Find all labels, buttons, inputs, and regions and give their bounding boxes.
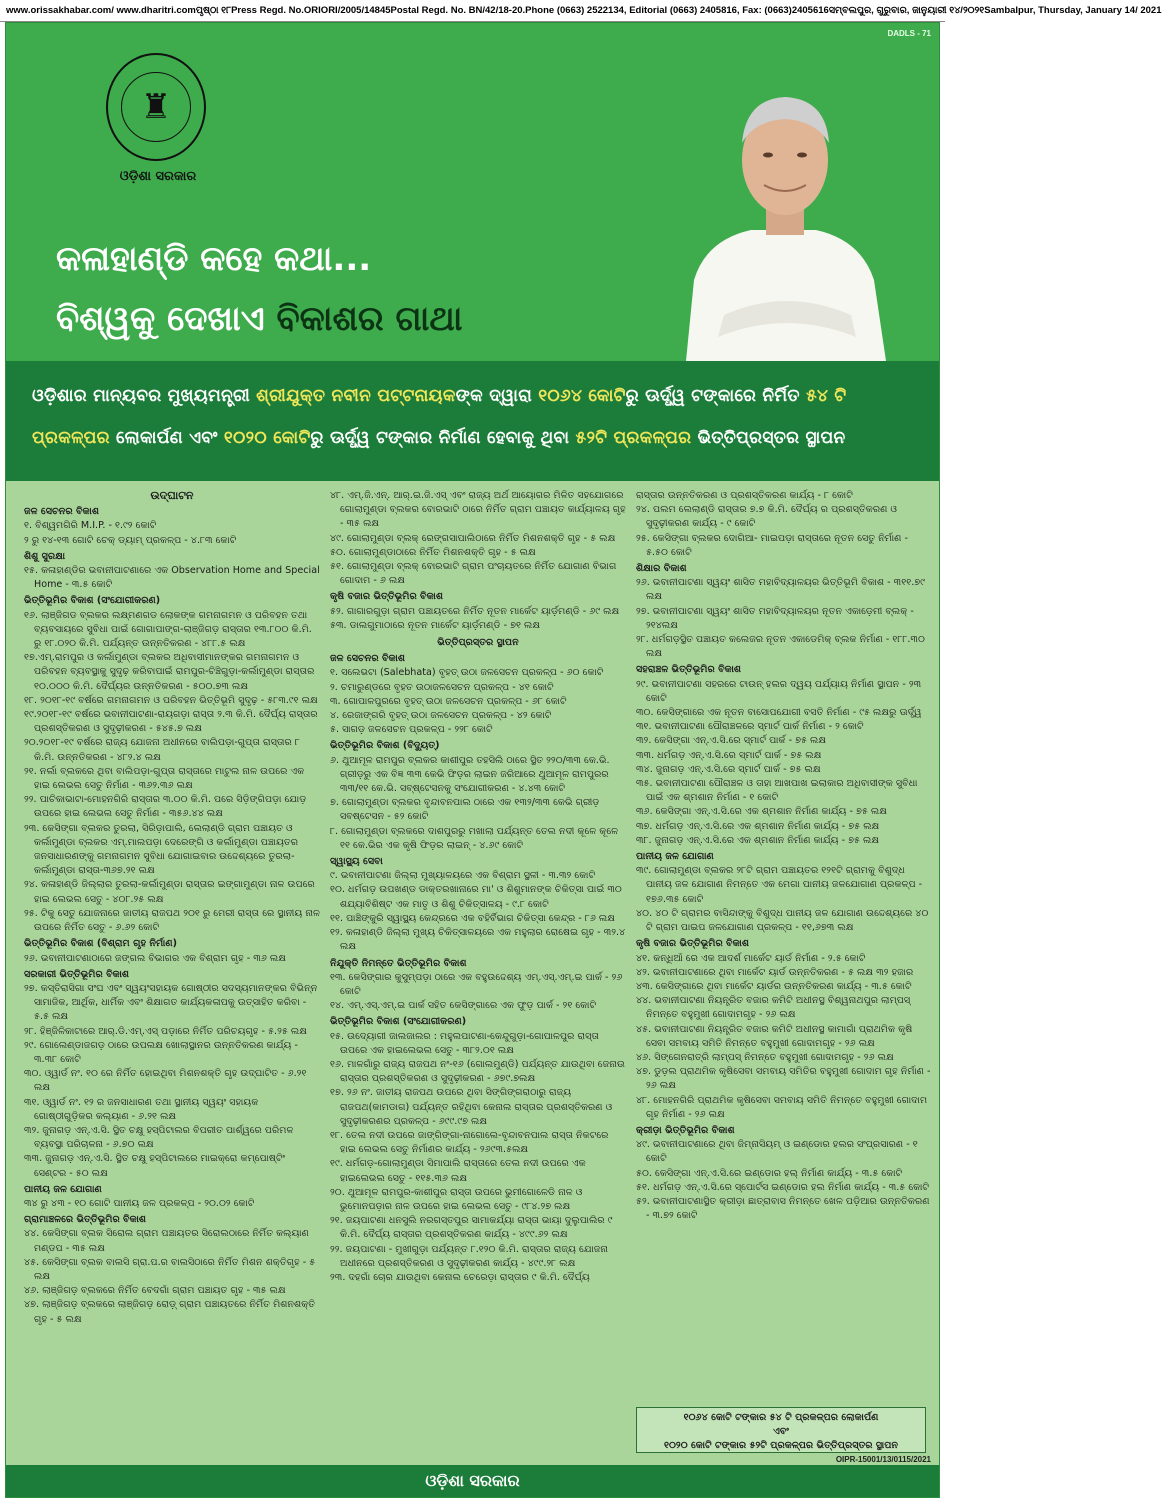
list-item: ୪୪. ଭବାନୀପାଟଣା ନିୟନ୍ତ୍ରିତ ବଜାର କମିଟି ଅଧୀନସ୍ଥ ବିଶ୍ୱନାଥପୁର ଲାମ୍ପସ୍ ନିମନ୍ତେ ବହୁମୁଖୀ ଗୋଦାମଗୃହ - ୨୬ ଲକ୍ଷ [636,995,911,1021]
list-item: ୨୩. ଦହଗାଁ ଚୋର ଯାଉଥିବା କେନାଲ ଚେରେଡ଼ା ରାସ୍ତାର ୯ କି.ମି. ଦୈର୍ଘ୍ୟ [330,1271,590,1283]
list-item: ୫୦. କେସିଙ୍ଗା ଏନ୍.ଏ.ସି.ରେ ଇଣ୍ଡୋର ହଲ୍ ନିର୍ମାଣ କାର୍ଯ୍ୟ - ୩.୫ କୋଟି [636,1167,903,1179]
section-heading: ସ୍ୱାସ୍ଥ୍ୟ ସେବା [330,856,383,868]
list-item: ୨୭. କସ୍ତିରାସିଗା ସଂଘ ଏବଂ ସ୍ୱୟଂସହାୟକ ଗୋଷ୍ଠୀର ସଦସ୍ୟମାନଙ୍କର ବିଭିନ୍ନ ସାମାଜିକ, ଆର୍ଥିକ, ଧାର୍ମିକ ଏବଂ ଶିକ୍ଷାଗତ କାର୍ଯ୍ୟକଳାପକୁ ଉତ୍ସାହିତ କରିବା - ୫.୫ ଲକ୍ଷ [24,982,318,1023]
list-item: ୩୯. ଗୋଲାମୁଣ୍ଡା ବ୍ଲକର ୨୮ଟି ଗ୍ରାମ ପଞ୍ଚାୟତର ୧୨୧ଟି ଗ୍ରାମକୁ ବିଶୁଦ୍ଧ ପାନୀୟ ଜଳ ଯୋଗାଣ ନିମନ୍ତେ ଏକ ମେଗା ପାନୀୟ ଜଳଯୋଗାଣ ପ୍ରକଳ୍ପ - ୧୭୬.୩୫ କୋଟି [636,865,923,905]
list-item: ୨୫. କେସିଙ୍ଗା ବ୍ଲକର ଦୋଗିଆ- ମାଇପଡ଼ା ରାସ୍ତାରେ ନୂତନ ସେତୁ ନିର୍ମାଣ - ୫.୫୦ କୋଟି [636,532,908,558]
list-item: ୧୭.ଏମ୍.ରାମପୁର ଓ କର୍ଲାମୁଣ୍ଡା ବ୍ଲକର ଅଧିବାସୀମାନଙ୍କର ଗମନାଗମନ ଓ ପରିବହନ ବ୍ୟବସ୍ଥାକୁ ସୁଦୃଢ଼ କରିବାପାଇଁ ରାମପୁର-ଚିଞ୍ଚିଗୁଡ଼ା-କର୍ଲାମୁଣ୍ଡା ରାସ୍ତାର ୧୦.୦୦୦ କି.ମି. ଦୈର୍ଘ୍ୟର ଉନ୍ନତିକରଣ - ୫୦୦.୭୩ ଲକ୍ଷ [24,652,315,692]
masthead-postal-regd: Postal Regd. No. BN/42/18-20. [390,5,526,16]
list-item: ୪୭. ଲାଞ୍ଜିଗଡ଼ ବ୍ଲକରେ ଲାଞ୍ଜିଗଡ଼ ରୋଡ଼୍ ଗ୍ରାମ ପଞ୍ଚାୟତରେ ନିର୍ମିତ ମିଶନଶକ୍ତି ଗୃହ - ୫ ଲକ୍ଷ [24,1299,316,1325]
column-2-lines [330,489,626,1285]
list-item: ୫୧. ଗୋଲାମୁଣ୍ଡା ବ୍ଲକ୍ ବୋରଭାଟି ଗ୍ରାମ ପଂଚାୟତରେ ନିର୍ମିତ ଯୋଗାଣ ବିଭାଗ ଗୋଦାମ - ୬ ଲକ୍ଷ [330,561,617,587]
footer-band [6,1465,939,1497]
list-item: ୬. ଥୁଆମୂଳ ରାମପୁର ବ୍ଲକର କାଶୀପୁର ତହସିଲି ଠାରେ ସ୍ଥିତ ୨୨୦/୩୩ କେ.ଭି. ଗ୍ରୀଡ଼ରୁ ଏକ ବିଜ୍ଞ ୩୩ କେଭି ଫିଡ଼ର ଲାଇନ ଜରିଆରେ ଥୁଆମୂଳ ରାମପୁରର ୩୩/୧୧ କେ.ଭି. ସବ୍‌ଷ୍ଟେସନକୁ ସଂଯୋଗୀକରଣ - ୪.୪୩ କୋଟି [330,754,610,795]
section-heading: ଶିକ୍ଷାର ବିକାଶ [636,563,687,575]
list-item: ୨୪. ପଲମ ଲେଲାଣ୍ଡି ରାସ୍ତାର ୭.୭ କି.ମି. ଦୈର୍ଘ୍ୟ ର ପ୍ରଶସ୍ତିକରଣ ଓ ସୁଦୃଢ଼ୀକରଣ କାର୍ଯ୍ୟ - ୯ କୋଟି [636,504,898,530]
list-item: ୧୬. ଲାଞ୍ଜିଗଡ ବ୍ଲକର ଲକ୍ଷ୍ମଣଗଡ ଲୋକଙ୍କ ଗମନାଗମନ ଓ ପରିବହନ ତଥା ବ୍ୟବସାୟରେ ସୁବିଧା ପାଇଁ ଗୋଗାପାଙ୍ଗ-ଲାଞ୍ଜିଗଡ଼ ରାସ୍ତାର ୧୩.୮୦୦ କି.ମି. ରୁ ୧୮.୦୨୦ କି.ମି. ପର୍ଯ୍ୟନ୍ତ ଉନ୍ନତିକରଣ - ୪୮୮.୫ ଲକ୍ଷ [24,609,312,650]
summary-line-1: ୧୦୬୪ କୋଟି ଟଙ୍କାର ୫୪ ଟି ପ୍ରକଳ୍ପର ଲୋକାର୍ପଣ [683,1412,879,1423]
headline-count: ୫୪ ଟି [806,386,847,406]
list-item: ୪୯. ଭବାନୀପାଟଣାରେ ଥିବା ଜିମ୍ନାସିୟମ୍ ଓ ଇଣ୍ଡୋର ହଲର ସଂପ୍ରସାରଣ - ୧ କୋଟି [636,1139,918,1165]
list-item: ୩୫. ଭବାନୀପାଟଣା ପୌରାଞ୍ଚଳ ଓ ତାହା ଆଖପାଖ ଇଲାକାର ଅଧିବାସୀଙ୍କ ସୁବିଧା ପାଇଁ ଏକ ଶ୍ମଶାନ ନିର୍ମାଣ - ୧ କୋଟି [636,778,918,804]
list-item: ୨. ଚମାରୁଣ୍ଡରେ ବୃହତ ଉଠାଜଳସେଚନ ପ୍ରକଳ୍ପ - ୪୧ କୋଟି [330,681,554,693]
ad-code: DADLS - 71 [887,29,931,38]
list-item: ୯. ଭବାନୀପାଟଣା ଜିଲ୍ଲା ମୁଖ୍ୟାଳୟରେ ଏକ ବିଶ୍ରାମ ସ୍ଥଳୀ - ୩.୩୨ କୋଟି [330,870,596,882]
list-item: ୪୭. ଡୁଡ଼ଲ ପ୍ରାଥମିକ କୃଷିସେବା ସମବାୟ ସମିତିର ବହୁମୁଖୀ ଗୋଦାମ ଗୃହ ନିର୍ମାଣ - ୨୬ ଲକ୍ଷ [636,1066,931,1092]
government-advertisement [5,22,940,1498]
column-2 [330,489,626,1449]
list-item: ୨୭. ଭବାନୀପାଟଣା ସ୍ୱୟଂ ଶାସିତ ମହାବିଦ୍ୟାଳୟର ନୂତନ ଏକାଡ଼େମୀ ବ୍ଲକ୍ - ୨୧୪ଲକ୍ଷ [636,605,914,631]
list-item: ୧୫. କଳାହାଣ୍ଡିର ଭବାନୀପାଟଣାରେ ଏକ Observation Home and Special Home - ୩.୫ କୋଟି [24,565,320,591]
list-item: ୩୬. କେସିଙ୍ଗା ଏନ୍.ଏ.ସି.ରେ ଏକ ଶ୍ମଶାନ ନିର୍ମାଣ କାର୍ଯ୍ୟ - ୭୫ ଲକ୍ଷ [636,806,887,818]
headline-text: ପ୍ରକଳ୍ପର [32,428,110,448]
list-item: ୧୩. କେସିଙ୍ଗାର କୁସୁମ୍‌ପଡ଼ା ଠାରେ ଏକ ବହୁଉଦ୍ଦେଶ୍ୟ ଏମ୍.ଏସ୍.ଏମ୍.ଇ ପାର୍କ - ୨୬ କୋଟି [330,971,623,997]
section-heading: ଶିଶୁ ସୁରକ୍ଷା [24,550,66,562]
list-item: ୩. ଗୋପାଳପୁରରେ ବୃହତ୍ ଉଠା ଜଳସେଚନ ପ୍ରକଳ୍ପ - ୬୮ କୋଟି [330,695,567,707]
list-item: ୩୪ ରୁ ୪୩ - ୧୦ ଗୋଟି ପାନୀୟ ଜଳ ପ୍ରକଳ୍ପ - ୨୦.୦୨ କୋଟି [24,1197,255,1209]
list-item: ୧୬. ମାଳଗାଁରୁ ରାଜ୍ୟ ରାଜପଥ ନଂ-୧୬ (ଗୋଲମୁଣ୍ଡି) ପର୍ଯ୍ୟନ୍ତ ଯାଉଥିବା ଜେନାଉ ରାସ୍ତାର ପ୍ରଶସ୍ତିକରଣ ଓ ସୁଦୃଢ଼ୀକରଣ - ୬୭୯.୭ଲକ୍ଷ [330,1058,625,1085]
newspaper-masthead [0,0,1162,22]
list-item: ୧୧. ପାଞ୍ଚିଙ୍କୁରି ସ୍ୱାସ୍ଥ୍ୟ କେନ୍ଦ୍ରରେ ଏକ ବହିର୍ବିଭାଗ ଚିକିତ୍ସା କେନ୍ଦ୍ର - ୮୬ ଲକ୍ଷ [330,912,615,924]
list-item: ୧୮. ୨୦୧୮-୧୯ ବର୍ଷରେ ଗମନାଗମନ ଓ ପରିବହନ ଭିତ୍ତିଭୂମି ସୁଦୃଢ଼ - ୫୮୩.୯୧ ଲକ୍ଷ [24,694,318,706]
section-heading: ନିଯୁକ୍ତି ନିମନ୍ତେ ଭିତ୍ତିଭୂମିର ବିକାଶ [330,957,467,969]
list-item: ୪୫. ଭବାନୀପାଟଣା ନିୟନ୍ତ୍ରିତ ବଜାର କମିଟି ଅଧୀନସ୍ଥ କାମାଗାଁ ପ୍ରାଥମିକ କୃଷି ସେବା ସମବାୟ ସମିତି ନିମନ୍ତେ ବହୁମୁଖୀ ଗୋଦାମଗୃହ - ୨୬ ଲକ୍ଷ [636,1023,913,1049]
ad-hero [6,23,939,361]
slogan-line-2b: ବିକାଶର ଗାଥା [276,299,463,339]
headline-line-1 [32,375,913,417]
section-heading: କୃଷି ବଜାର ଭିତ୍ତିଭୂମିର ବିକାଶ [330,591,444,603]
list-item: ୧. ବିଶ୍ୱମଗିରି M.I.P. - ୧.୯୨ କୋଟି [24,520,157,532]
section-heading: ପାନୀୟ ଜଳ ଯୋଗାଣ [24,1183,102,1195]
list-item: ୪୮. ଏମ୍.ଜି.ଏନ୍. ଆର୍.ଇ.ଜି.ଏସ୍ ଏବଂ ରାଜ୍ୟ ଅର୍ଥ ଆୟୋଗର ମିଳିତ ସହଯୋଗରେ ଗୋଲାମୁଣ୍ଡା ବ୍ଲକର ବୋରଭାଟି ଠାରେ ନିର୍ମିତ ଗ୍ରାମ ପଞ୍ଚାୟତ କାର୍ଯ୍ୟାଳୟ ଗୃହ - ୩୫ ଲକ୍ଷ [330,490,626,530]
section-heading: ଭିତ୍ତିଭୂମିର ବିକାଶ (ବିଶ୍ରାମ ଗୃହ ନିର୍ମାଣ) [24,938,177,950]
list-item: ୪୬. ସିଙ୍ଗେନରାତ୍ରି ଲାମ୍ପସ୍ ନିମନ୍ତେ ବହୁମୁଖୀ ଗୋଦାମଗୃହ - ୨୬ ଲକ୍ଷ [636,1051,894,1063]
masthead-websites: www.orissakhabar.com/ www.dharitri.com [6,5,196,16]
headline-band [6,361,939,481]
column-1-lines [24,505,320,1327]
list-item: ୩୦. ଓ୍ୱାର୍ଡ ନଂ. ୧୦ ରେ ନିର୍ମିତ ହୋଇଥିବା ମିଶନଶକ୍ତି ଗୃହ ଉଦ୍‌ଘାଟିତ - ୬.୨୧ ଲକ୍ଷ [24,1068,307,1094]
section-heading: ଭିତ୍ତିପ୍ରସ୍ତର ସ୍ଥାପନ [437,637,519,649]
list-item: ୧୨. କଳାହାଣ୍ଡି ଜିଲ୍ଲା ମୁଖ୍ୟ ଚିକିତ୍ସାଳୟରେ ଏକ ମହୁଲାର ରୋଷେଇ ଗୃହ - ୩୨.୪ ଲକ୍ଷ [330,927,626,953]
list-item: ୩୪. ଜୁନାଗଡ଼ ଏନ୍.ଏ.ସି.ରେ ସ୍ମାର୍ଟ ପାର୍କ - ୭୫ ଲକ୍ଷ [636,763,821,775]
summary-box [636,1407,926,1453]
section-heading: କୃଷି ବଜାର ଭିତ୍ତିଭୂମିର ବିକାଶ [636,938,750,950]
list-item: ୨୧. ଜୟପାଟଣା ଧନସୁଲି ନରଗସ୍ତପୁର ସାମାକର୍ଯ୍ୟା ରାସ୍ତା ଭାୟା ଦୁଲୁପାଲିର ୯ କି.ମି. ଦୈର୍ଘ୍ୟ ରାସ୍ତାର ପ୍ରଶସ୍ତିକରଣ କାର୍ଯ୍ୟ - ୪୯୯.୬୨ ଲକ୍ଷ [330,1215,613,1241]
list-item: ୪୯. ଗୋଲାମୁଣ୍ଡା ବ୍ଲକ୍ ରେଙ୍ଗସାପାଲିଠାରେ ନିର୍ମିତ ମିଶନଶକ୍ତି ଗୃହ - ୫ ଲକ୍ଷ [330,532,616,544]
list-item: ୪. ରେଜାଙ୍ଗରି ବୃହତ୍ ଉଠା ଜଳସେଚନ ପ୍ରକଳ୍ପ - ୪୨ କୋଟି [330,710,552,722]
list-item: ୪୩. କେସିଙ୍ଗାରେ ଥିବା ମାର୍କେଟ ୟାର୍ଡର ଉନ୍ନତିକରଣ କାର୍ଯ୍ୟ - ୩.୫ କୋଟି [636,980,912,992]
section-heading: ପାନୀୟ ଜଳ ଯୋଗାଣ [636,851,714,863]
list-item: ୧୫. ଉଦ୍ୟୋଗୀ ଜାଲଜାଲର : ମହୁଲପାଟଣା-କେନ୍ଦୁଗୁଡ଼ା-ଗୋପାଳପୁର ରାସ୍ତା ଉପରେ ଏକ ହାଇଲେଭଲ ସେତୁ - ୩୮୨.୦୧ ଲକ୍ଷ [330,1030,599,1056]
section-heading: ଭିତ୍ତିଭୂମିର ବିକାଶ (ସଂଯୋଗୀକରଣ) [330,1016,467,1028]
list-item: ୫. ସାଗଡ଼ ଜଳସେଚନ ପ୍ରକଳ୍ପ - ୨୨୮ କୋଟି [330,724,493,736]
list-item: ୧. ସଲେଭଟା (Salebhata) ବୃହତ୍ ଉଠା ଜଳସେଚନ ପ୍ରକଳ୍ପ - ୬୦ କୋଟି [330,667,604,679]
list-item: ୨୬. ଭବାନୀପାଟଣା ସ୍ୱୟଂ ଶାସିତ ମହାବିଦ୍ୟାଳୟର ଭିତ୍ତିଭୂମି ବିକାଶ - ୩୧୧.୭୯ ଲକ୍ଷ [636,577,925,603]
section-heading: ସହରାଞ୍ଚଳ ଭିତ୍ତିଭୂମିର ବିକାଶ [636,664,742,676]
list-item: ୧୦. ଧର୍ମଗଡ଼ ଉପଖଣ୍ଡ ଡାକ୍ତରଖାନାରେ ମା' ଓ ଶିଶୁମାନଙ୍କ ଚିକିତ୍ସା ପାଇଁ ୩୦ ଶଯ୍ୟାବିଶିଷ୍ଟ ଏକ ମାତୃ ଓ ଶିଶୁ ଚିକିତ୍ସାଳୟ - ୯.୮ କୋଟି [330,884,622,910]
chief-minister-portrait [646,65,921,361]
list-item: ୨୪. କଳାହାଣ୍ଡି ଜିଲ୍ଲାର ତୁରଲା-କର୍ଲାମୁଣ୍ଡା ରାସ୍ତାର ଇଙ୍ଗାମୁଣ୍ଡା ନାଳ ଉପରେ ହାଇ ଲେଭଲ ସେତୁ - ୪୦୮.୨୫ ଲକ୍ଷ [24,879,315,905]
summary-line-3: ୧୦୨୦ କୋଟି ଟଙ୍କାର ୫୨ଟି ପ୍ରକଳ୍ପର ଭିତ୍ତିପ୍ରସ୍ତର ସ୍ଥାପନ [663,1440,899,1451]
headline-amount: ୧୦୨୦ କୋଟି [223,428,311,448]
list-item: ୧୯.୨୦୧୮-୧୯ ବର୍ଷରେ ଭବାନୀପାଟଣା-ରାୟଗଡ଼ା ରାସ୍ତା ୨.୩ କି.ମି. ଦୈର୍ଘ୍ୟ ରାସ୍ତାର ପ୍ରଶସ୍ତିକରଣ ଓ ସୁଦୃଢ଼ୀକରଣ - ୫୪୫.୭ ଲକ୍ଷ [24,709,318,735]
slogan-line-2 [56,299,463,339]
list-item: ୨୮. ଧର୍ମଗଡ଼ସ୍ଥିତ ପଞ୍ଚାୟତ କଲେଜର ନୂତନ ଏକାଡେମିକ୍ ବ୍ଲକ ନିର୍ମାଣ - ୧୮୮.୩୦ ଲକ୍ଷ [636,634,925,660]
list-item: ୩୩. ଧର୍ମଗଡ଼ ଏନ୍.ଏ.ସି.ରେ ସ୍ମାର୍ଟ ପାର୍କ - ୭୫ ଲକ୍ଷ [636,749,822,761]
list-item: ୭. ଗୋଲାମୁଣ୍ଡା ବ୍ଲକର ବୃନ୍ଦାବନପାଲ ଠାରେ ଏକ ୧୩୨/୩୩ କେଭି ଗ୍ରୀଡ଼ ସବଷ୍ଟେସନ - ୫୨ କୋଟି [330,797,600,823]
slogan-line-2a: ବିଶ୍ୱକୁ ଦେଖାଏ [56,299,265,339]
list-item: ୧୮. ତେଲ ନଦୀ ଉପରେ ଜାଙ୍ଗିଙ୍ଗା-ନାଗୋଲେ-ବୃନ୍ଦାବନପାଲ ରାସ୍ତା ନିକଟରେ ହାଇ ଲେଭଲ ସେତୁ ନିର୍ମାଣର କାର୍ଯ୍ୟ - ୨୬୯୩.୫ଲକ୍ଷ [330,1129,609,1156]
list-item: ୨୯. ଭବାନୀପାଟଣା ସହରରେ ଟାଉନ୍ ହଲର ଦ୍ୱୟ ପର୍ଯ୍ୟାୟ ନିର୍ମାଣ ସ୍ଥାପନ - ୨୩ କୋଟି [636,678,922,704]
masthead-odia-date: ସମ୍ବଲପୁର, ଗୁରୁବାର, ଜାନୁୟାରୀ ୧୪/୨୦୨୧ [828,5,985,16]
column-3-lines [636,489,932,1223]
list-item: ୫୦. ଗୋଲାମୁଣ୍ଡାଠାରେ ନିର୍ମିତ ମିଶନଶକ୍ତି ଗୃହ - ୫ ଲକ୍ଷ [330,546,536,558]
list-item: ୩୨. ଜୁନାଗଡ଼ ଏନ୍.ଏ.ସି. ସ୍ଥିତ ଚକ୍ଷୁ ହସ୍ପିଟାଲର ବିପରୀତ ପାର୍ଶ୍ୱରେ ପରିମଳ ବ୍ୟବସ୍ଥା ପରିଚାଳନା - ୬.୭୦ ଲକ୍ଷ [24,1124,294,1151]
headline-cm-name: ଶ୍ରୀଯୁକ୍ତ ନବୀନ ପଟ୍ଟନାୟକ [256,386,456,406]
list-item: ୧୭. ୨୬ ନଂ. ଜାତୀୟ ରାଜପଥ ଉପରେ ଥିବା ସିଙ୍ଗିଙ୍ଗରାଠାରୁ ରାଜ୍ୟ ରାଜପଥ(କାମଡାଗ) ପର୍ଯ୍ୟନ୍ତ ରହିଥିବା କେନାଲ ରାସ୍ତାର ପ୍ରଶସ୍ତିକରଣ ଓ ସୁଦୃଢ଼ୀକରଣର ପ୍ରକଳ୍ପ - ୬୯୯.୯୭ ଲକ୍ଷ [330,1087,613,1127]
list-item: ୨୦.୨୦୧୮-୧୯ ବର୍ଷରେ ରାଜ୍ୟ ଯୋଜନା ଅଧୀନରେ ବାଲିପଡ଼ା-ଗୁପ୍ତା ରାସ୍ତାର ୮ କି.ମି. ଉନ୍ନତିକରଣ - ୪୮୨.୪ ଲକ୍ଷ [24,737,300,763]
list-item: ୨୧. ନର୍ଲା ବ୍ଲକରେ ଥିବା ବାଲିପଡ଼ା-ଗୁପ୍ତା ରାସ୍ତାରେ ମାଟୁଲ ନାଳ ଉପରେ ଏକ ହାଇ ଲେଭଲ ସେତୁ ନିର୍ମାଣ - ୩୬୨.୩୬ ଲକ୍ଷ [24,765,305,792]
list-item: ୫୩. ଡାଲଗୁମାଠାରେ ନୂତନ ମାର୍କେଟ ୟାର୍ଡ଼ମଣ୍ଡି - ୭୧ ଲକ୍ଷ [330,619,541,631]
list-item: ୪୪. କେସିଙ୍ଗା ବ୍ଲକ ସିରୋଲ ଗ୍ରାମ ପଞ୍ଚାୟତର ସିରୋଲଠାରେ ନିର୍ମିତ କଲ୍ୟାଣ ମଣ୍ଡପ - ୩୫ ଲକ୍ଷ [24,1228,309,1254]
list-item: ୩୧. ଓ୍ୱାର୍ଡ ନଂ. ୧୨ ର ଜନସାଧାରଣ ତଥା ସ୍ଥାନୀୟ ସ୍ୱୟଂ ସହାୟକ ଗୋଷ୍ଠୀଗୁଡ଼ିକର କଲ୍ୟାଣ - ୬.୨୧ ଲକ୍ଷ [24,1096,259,1122]
list-item: ୪୬. ଲାଞ୍ଜିଗଡ଼ ବ୍ଲକରେ ନିର୍ମିତ ବେଦଗାଁ ଗ୍ରାମ ପଞ୍ଚାୟତ ଗୃହ - ୩୫ ଲକ୍ଷ [24,1285,286,1297]
list-item: ୩୨. କେସିଙ୍ଗା ଏନ୍.ଏ.ସି.ରେ ସ୍ମାର୍ଟ ପାର୍କ - ୭୫ ଲକ୍ଷ [636,735,827,747]
column-inauguration [24,489,320,1449]
list-item: ୫୨. ଗାଗାରଗୁଡ଼ା ଗ୍ରାମ ପଞ୍ଚାୟତରେ ନିର୍ମିତ ନୂତନ ମାର୍କେଟ ୟାର୍ଡ଼ମଣ୍ଡି - ୬୯ ଲକ୍ଷ [330,605,620,617]
list-item: ୨ ରୁ ୧୪-୧୩ ଗୋଟି ଚେକ୍ ଡ୍ୟାମ୍ ପ୍ରକଳ୍ପ - ୪.୮୩ କୋଟି [24,534,237,546]
headline-text: ଙ୍କ ଦ୍ୱାରା [455,386,539,406]
footer-government-label: ଓଡ଼ିଶା ସରକାର [425,1471,520,1490]
masthead-phones: Phone (0663) 2522134, Editorial (0663) 2405816, Fax: (0663)2405616 [525,5,829,16]
masthead-press-regd: Press Regd. No.ORIORI/2005/14845 [231,5,391,16]
masthead-page: ପୃଷ୍ଠା ୧୮ [195,5,232,16]
list-item: ୨୨. ଜୟପାଟଣା - ମୁଖୀଗୁଡ଼ା ପର୍ଯ୍ୟନ୍ତ ୮.୧୨୦ କି.ମି. ରାସ୍ତାର ରାଜ୍ୟ ଯୋଜନା ଅଧୀନରେ ପ୍ରଶସ୍ତିକରଣ ଓ ସୁଦୃଢ଼ୀକରଣ କାର୍ଯ୍ୟ - ୪୯୯.୨୮ ଲକ୍ଷ [330,1243,609,1269]
list-item: ରାସ୍ତାର ଉନ୍ନତିକରଣ ଓ ପ୍ରଶସ୍ତିକରଣ କାର୍ଯ୍ୟ - ୮ କୋଟି [636,490,853,501]
section-heading: କ୍ରୀଡ଼ା ଭିତ୍ତିଭୂମିର ବିକାଶ [636,1124,735,1136]
list-item: ୫୧. ଧର୍ମଗଡ଼ ଏନ୍.ଏ.ସି.ରେ ସ୍ପୋର୍ଟସ ଇଣ୍ଡୋର ହଲ ନିର୍ମାଣ କାର୍ଯ୍ୟ - ୩.୫ କୋଟି [636,1181,930,1193]
list-item: ୪୦. ୪୦ ଟି ଗ୍ରାମର ବାସିନ୍ଦାଙ୍କୁ ବିଶୁଦ୍ଧ ପାନୀୟ ଜଳ ଯୋଗାଣ ଉଦ୍ଦେଶ୍ୟରେ ୪୦ ଟି ଗ୍ରାମ ପାଇପ ଜଳଯୋଗାଣ ପ୍ରକଳ୍ପ - ୧୧,୬୭୩ ଲକ୍ଷ [636,907,929,934]
list-item: ୪୮. ମୋହନଗିରି ପ୍ରାଥମିକ କୃଷିସେବା ସମବାୟ ସମିତି ନିମନ୍ତେ ବହୁମୁଖୀ ଗୋଦାମ ଗୃହ ନିର୍ମାଣ - ୨୬ ଲକ୍ଷ [636,1094,928,1120]
column-3 [636,489,932,1449]
headline-count: ୫୨ଟି ପ୍ରକଳ୍ପର [575,428,692,448]
list-item: ୫୨. ଭବାନୀପାଟଣାସ୍ଥିତ କ୍ରୀଡ଼ା ଛାତ୍ରାବାସ ନିମନ୍ତେ ଖେଳ ପଡ଼ିଆର ଉନ୍ନତିକରଣ - ୩.୭୨ କୋଟି [636,1195,930,1222]
list-item: ୩୩. ଜୁନାଗଡ଼ ଏନ୍.ଏ.ସି. ସ୍ଥିତ ଚକ୍ଷୁ ହସ୍ପିଟାଲରେ ମାଇକ୍ରୋ କମ୍ପୋଷ୍ଟିଂ ସେଣ୍ଟର - ୫୦ ଲକ୍ଷ [24,1153,286,1179]
headline-text: ରୁ ଊର୍ଦ୍ଧ୍ୱ ଟଙ୍କାରେ ନିର୍ମିତ [625,386,807,406]
list-item: ୪୨. ଭବାନୀପାଟଣାରେ ଥିବା ମାର୍କେଟ ୟାର୍ଡ ଉନ୍ନତିକରଣ - ୫ ଲକ୍ଷ ୩୨ ହଜାର [636,966,914,978]
section-heading: ଭିତ୍ତିଭୂମିର ବିକାଶ (ସଂଯୋଗୀକରଣ) [24,595,161,607]
column-title: ଉଦ୍‌ଘାଟନ [150,489,194,502]
odisha-emblem-icon [106,53,206,161]
slogan-line-1: କଳାହାଣ୍ଡି କହେ କଥା... [56,239,372,279]
project-list [24,489,931,1449]
headline-text: ରୁ ଊର୍ଦ୍ଧ୍ୱ ଟଙ୍କାର ନିର୍ମାଣ ହେବାକୁ ଥିବା [310,428,576,448]
list-item: ୪୧. କନ୍ଧିଆଁ ରେ ଏକ ଆଦର୍ଶ ମାର୍କେଟ ୟାର୍ଡ ନିର୍ମାଣ - ୨.୫ କୋଟି [636,952,866,964]
list-item: ୩୦. କେସିଙ୍ଗାରେ ଏକ ନୂତନ ବାସୋପଯୋଗୀ ବସତି ନିର୍ମାଣ - ୯୫ ଲକ୍ଷରୁ ଊର୍ଦ୍ଧ୍ୱ [636,707,922,719]
section-heading: ଗ୍ରାମାଞ୍ଚଳରେ ଭିତ୍ତିଭୂମିର ବିକାଶ [24,1214,147,1226]
headline-line-2 [32,417,913,459]
section-heading: ସରକାରୀ ଭିତ୍ତିଭୂମିର ବିକାଶ [24,968,130,980]
section-heading: ଭିତ୍ତିଭୂମିର ବିକାଶ (ବିଦ୍ୟୁତ୍) [330,740,440,752]
list-item: ୪୫. କେସିଙ୍ଗା ବ୍ଲକ ବାଲସି ଗ୍ରା.ପ.ର ବାଲସିଠାରେ ନିର୍ମିତ ମିଶନ ଶକ୍ତିଗୃହ - ୫ ଲକ୍ଷ [24,1256,316,1282]
lion-elephant-seal-icon: ♜ [121,72,191,142]
list-item: ୩୧. ଭବାନୀପାଟଣା ପୌରାଞ୍ଚଳରେ ସ୍ମାର୍ଟ ପାର୍କ ନିର୍ମାଣ - ୨ କୋଟି [636,721,864,733]
summary-line-2: ଏବଂ [773,1426,789,1437]
masthead-date: Sambalpur, Thursday, January 14/ 2021 [984,5,1162,16]
list-item: ୩୭. ଧର୍ମଗଡ଼ ଏନ୍.ଏ.ସି.ରେ ଏକ ଶ୍ମଶାନ ନିର୍ମାଣ କାର୍ଯ୍ୟ - ୭୫ ଲକ୍ଷ [636,820,880,832]
list-item: ୨୬. ଭବାନୀପାଟଣାଠାରେ ଜଙ୍ଗଲ ବିଭାଗର ଏକ ବିଶ୍ରାମ ଗୃହ - ୩୬ ଲକ୍ଷ [24,952,287,964]
list-item: ୨୦. ଥୁଆମୂଳ ରାମପୁର-କାଶୀପୁର ରାସ୍ତା ଉପରେ ଭୁମୀଗୋଳେଡି ନାଳ ଓ ଭୁମୋନପଡ଼ାର ନାଳ ଉପରେ ହାଇ ଲେଭଲ ସେତୁ - ୯୮୪.୨୭ ଲକ୍ଷ [330,1186,583,1212]
list-item: ୧୪. ଏମ୍.ଏସ୍.ଏମ୍.ଇ ପାର୍କ ସହିତ କେସିଙ୍ଗାରେ ଏକ ଫୁଡ଼ ପାର୍କ - ୨୧ କୋଟି [330,1000,597,1012]
list-item: ୨୯. ଗୋଲେଣ୍ଡାଜଗଡ଼ ଠାରେ ଉପଲକ୍ଷ ଖୋଲାସ୍ଥାନର ଉନ୍ନତିକରଣ କାର୍ଯ୍ୟ - ୩.୩୮ କୋଟି [24,1039,298,1065]
section-heading: ଜଳ ସେଚନର ବିକାଶ [330,653,405,665]
list-item: ୨୩. କେସିଙ୍ଗା ବ୍ଲକର ତୁରଲା, ସିରିଡ଼ାପାଲି, ଲେଲାଣ୍ଡି ଗ୍ରାମ ପଞ୍ଚାୟତ ଓ କର୍ଲାମୁଣ୍ଡା ବ୍ଲକର ଏମ୍.ମାଲପଡ଼ା ଦେରେଙ୍ଗି ଓ କର୍ଲାମୁଣ୍ଡା ପଞ୍ଚାୟତର ଜନସାଧାରଣଙ୍କୁ ଗମନାଗମନ ସୁବିଧା ଯୋଗାଇବାର ଉଦ୍ଦେଶ୍ୟରେ ତୁରଲା-କର୍ଲାମୁଣ୍ଡା ରାସ୍ତା-୩୬୭.୨୧ ଲକ୍ଷ [24,822,298,877]
list-item: ୮. ଗୋଲାମୁଣ୍ଡା ବ୍ଲକରେ ଦାଶପୁରରୁ ମଖାଲା ପର୍ଯ୍ୟନ୍ତ ତେଲ ନଦୀ କୂଳେ କୂଳେ ୧୧ କେ.ଭିର ଏକ କୃଷି ଫିଡ଼ର ଲାଇନ୍ - ୪.୬୯ କୋଟି [330,825,619,851]
section-heading: ଜଳ ସେଚନର ବିକାଶ [24,506,99,518]
list-item: ୩୮. ଜୁନାଗଡ଼ ଏନ୍.ଏ.ସି.ରେ ଏକ ଶ୍ମଶାନ ନିର୍ମାଣ କାର୍ଯ୍ୟ - ୭୫ ଲକ୍ଷ [636,834,880,846]
headline-text: ଲୋକାର୍ପଣ ଏବଂ [109,428,224,448]
headline-text: ଓଡ଼ିଶାର ମାନ୍ୟବର ମୁଖ୍ୟମନ୍ତ୍ରୀ [32,386,257,406]
list-item: ୨୫. ଟିକୁ ସେତୁ ଯୋଜନାରେ ଜାତୀୟ ରାଜପଥ ୨୦୧ ରୁ ମେରୀ ରାସ୍ତା ରେ ସ୍ଥାନୀୟ ନାଳ ଉପରେ ନିର୍ମିତ ସେତୁ - ୬.୬୨ କୋଟି [24,907,320,934]
headline-amount: ୧୦୬୪ କୋଟି [538,386,626,406]
headline-text: ଭିତ୍ତିପ୍ରସ୍ତର ସ୍ଥାପନ [691,428,846,448]
list-item: ୨୮. ହିଞ୍ଜିଳିକାଟାରେ ଆର୍.ଡି.ଏମ୍.ଏସ୍ ପଡ଼ାରେ ନିର୍ମିତ ପରିଚୟଗୃହ - ୫.୨୫ ଲକ୍ଷ [24,1025,307,1037]
list-item: ୨୨. ପାଚିକାଭାଟା-ମୋହନଗିରି ରାସ୍ତାର ୩.୦୦ କି.ମି. ପରେ ସିଡ଼ିଙ୍ଗିପଡ଼ା ଯୋଡ଼ ଉପରେ ହାଇ ଲେଭଲ ସେତୁ ନିର୍ମାଣ - ୩୫୬.୪୪ ଲକ୍ଷ [24,794,307,820]
list-item: ୧୯. ଧର୍ମଗଡ଼-ଗୋଲାମୁଣ୍ଡା ସିମାପାଲି ରାସ୍ତାରେ ତେଲ ନଦୀ ଉପରେ ଏକ ହାଇଲେଭଲ ସେତୁ - ୧୧୫.୩୬ ଲକ୍ଷ [330,1158,586,1184]
oipr-code: OIPR-15001/13/0115/2021 [835,1455,931,1464]
government-label: ଓଡ଼ିଶା ସରକାର [119,169,197,184]
